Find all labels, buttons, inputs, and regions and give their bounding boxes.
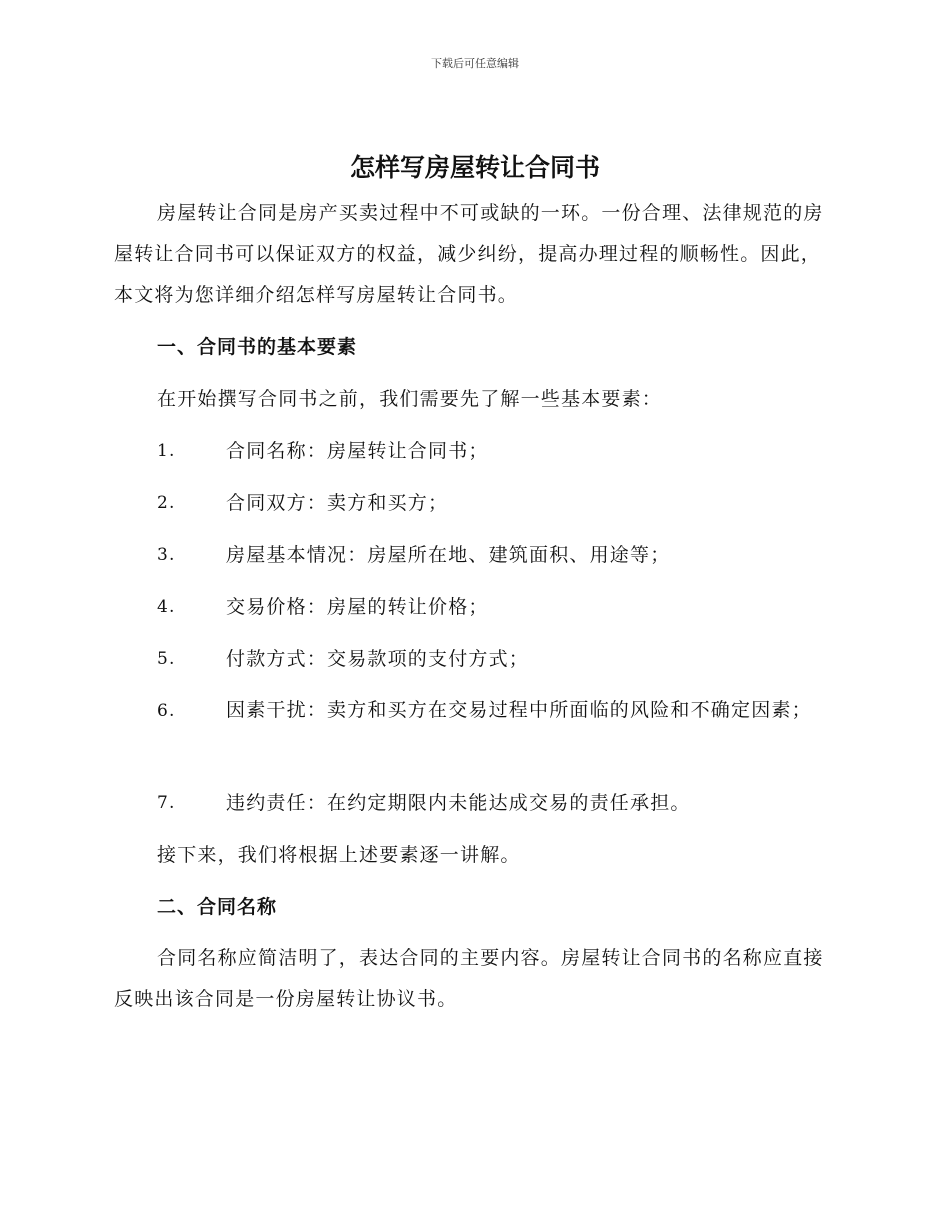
section1-heading-block: [114, 335, 834, 359]
section2-body: 合同名称应简洁明了，表达合同的主要内容。房屋转让合同书的名称应直接反映出该合同是一份房屋转让协议书。: [114, 947, 824, 1010]
list-item-text: 房屋基本情况：房屋所在地、建筑面积、用途等；: [226, 544, 671, 566]
list-item-number: 7.: [157, 793, 176, 813]
list-item: [114, 791, 834, 815]
list-item: [114, 647, 834, 671]
list-item: [114, 491, 834, 515]
list-item: [114, 690, 834, 732]
list-item-text: 付款方式：交易款项的支付方式；: [226, 648, 530, 670]
document-title: 怎样写房屋转让合同书: [349, 153, 600, 182]
list-item-number: 5.: [157, 649, 176, 669]
list-item-number: 3.: [157, 545, 176, 565]
list-item-text: 违约责任：在约定期限内未能达成交易的责任承担。: [226, 792, 691, 814]
list-item-text: 合同双方：卖方和买方；: [226, 492, 449, 514]
list-item-number: 4.: [157, 597, 176, 617]
list-item: [114, 595, 834, 619]
section2-body-block: [114, 938, 834, 1020]
intro-paragraph: 房屋转让合同是房产买卖过程中不可或缺的一环。一份合理、法律规范的房屋转让合同书可以保证双方的权益，减少纠纷，提高办理过程的顺畅性。因此，本文将为您详细介绍怎样写房屋转让合同书。: [114, 202, 824, 306]
section1-closing-block: [114, 843, 834, 867]
section1-closing: 接下来，我们将根据上述要素逐一讲解。: [157, 844, 521, 866]
list-item: [114, 439, 834, 463]
list-item-text: 交易价格：房屋的转让价格；: [226, 596, 489, 618]
intro-block: [114, 193, 834, 316]
list-item-number: 2.: [157, 493, 176, 513]
section2-heading: 二、合同名称: [157, 896, 278, 918]
section2-heading-block: [114, 895, 834, 919]
list-item-number: 6.: [157, 701, 176, 721]
list-item-number: 1.: [157, 441, 176, 461]
section1-lead: 在开始撰写合同书之前，我们需要先了解一些基本要素：: [157, 388, 663, 410]
section1-lead-block: [114, 387, 834, 411]
section1-heading: 一、合同书的基本要素: [157, 336, 358, 358]
list-item: [114, 543, 834, 567]
list-item-text: 因素干扰：卖方和买方在交易过程中所面临的风险和不确定因素；: [226, 699, 812, 721]
list-item-text: 合同名称：房屋转让合同书；: [226, 440, 489, 462]
page-header-note: 下载后可任意编辑: [431, 57, 519, 70]
